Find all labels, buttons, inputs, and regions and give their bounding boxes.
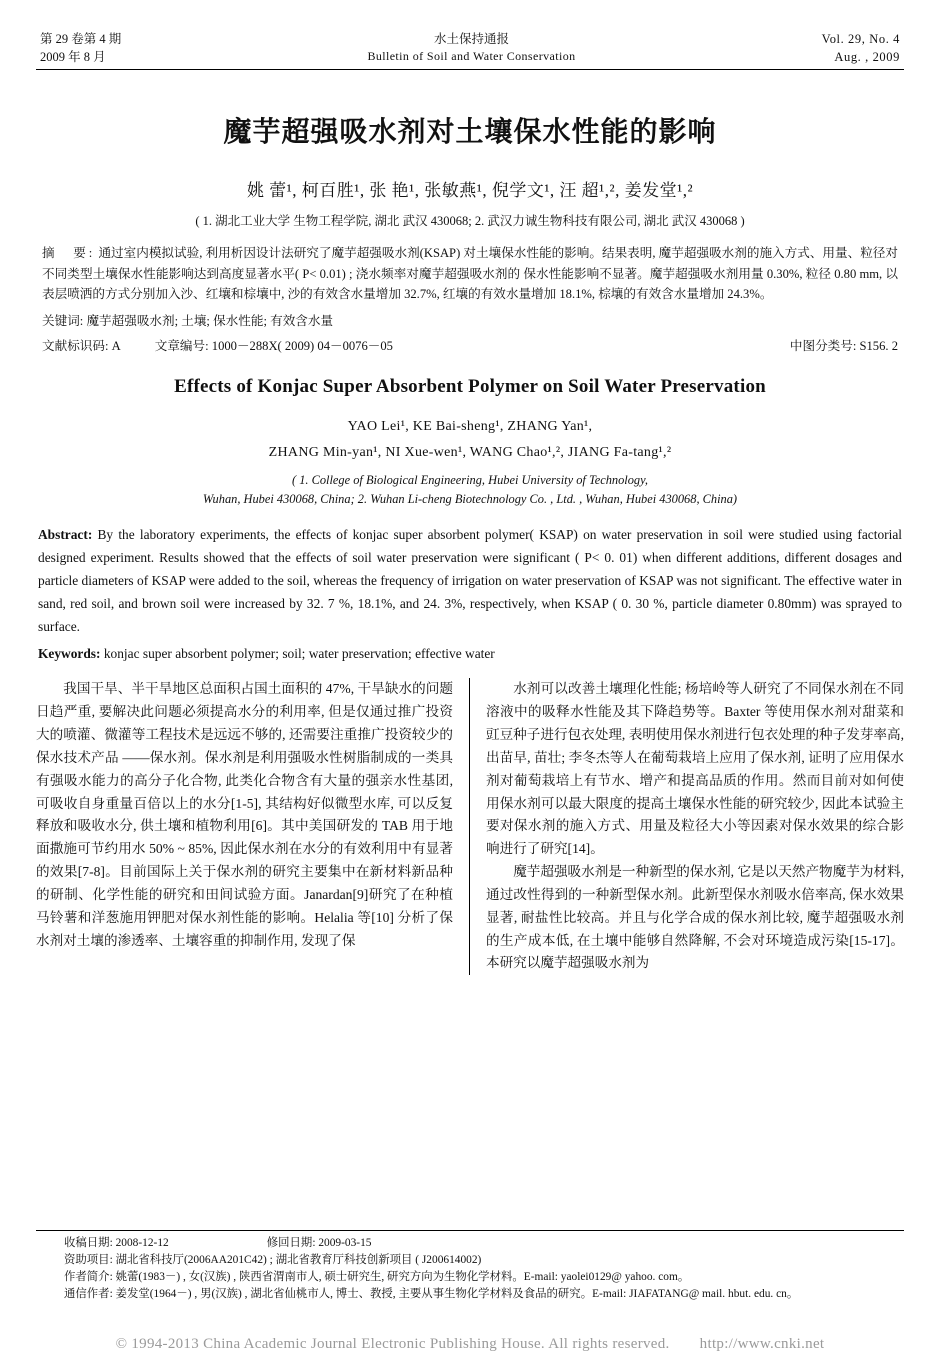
article-meta-cn	[36, 335, 904, 354]
footnote-block	[36, 1230, 904, 1303]
revised-date-value: 2009-03-15	[318, 1236, 372, 1249]
keywords-en-text: konjac super absorbent polymer; soil; water preservation; effective water	[103, 646, 495, 662]
doc-code-label: 文献标识码:	[42, 339, 109, 354]
authors-en-line2: ZHANG Min-yan¹, NI Xue-wen¹, WANG Chao¹,², JIANG Fa-tang¹,²	[268, 444, 672, 460]
corresponding-author-label: 通信作者:	[64, 1287, 113, 1300]
authors-cn: 姚 蕾¹, 柯百胜¹, 张 艳¹, 张敏燕¹, 倪学文¹, 汪 超¹,², 姜发堂¹,²	[246, 181, 694, 201]
affiliation-en	[36, 471, 904, 509]
footnote-corresponding-author	[36, 1286, 904, 1303]
copyright-text: © 1994-2013 China Academic Journal Electronic Publishing House. All rights reserved.	[115, 1336, 670, 1352]
keywords-en	[36, 646, 904, 662]
received-date-value: 2008-12-12	[115, 1236, 169, 1249]
revised-date	[267, 1235, 372, 1252]
journal-title-cn: 水土保持通报	[433, 32, 509, 46]
clc-number-value: S156. 2	[859, 339, 898, 354]
abstract-cn-label: 摘 要:	[42, 246, 96, 261]
volume-issue-en: Vol. 29, No. 4	[821, 32, 900, 46]
keywords-cn-text: 魔芋超强吸水剂; 土壤; 保水性能; 有效含水量	[86, 314, 334, 329]
copyright-url: http://www.cnki.net	[699, 1336, 825, 1352]
body-column-right	[470, 678, 904, 975]
running-head	[36, 30, 904, 70]
paragraph: 水剂可以改善土壤理化性能; 杨培岭等人研究了不同保水剂在不同溶液中的吸释水性能及其下降趋势等。Baxter 等使用保水剂对甜菜和豇豆种子进行包衣处理, 表明使用保水剂进行包衣处理的种子发芽率高, 出苗早, 苗壮; 李冬杰等人在葡萄栽培上应用了保水剂, 证明了应用保水剂对葡萄栽培上有节水、增产和提高品质的作用。然而目前对如何使用保水剂可以最大限度的提高土壤保水性能的研究较少, 因此本试验主要对保水剂的施入方式、用量及粒径大小等因素对保水效果的综合影响进行了研究[14]。	[486, 681, 905, 857]
journal-title-en: Bulletin of Soil and Water Conservation	[367, 49, 576, 64]
issue-date-en: Aug. , 2009	[834, 50, 900, 65]
author-bio-label: 作者简介:	[64, 1270, 113, 1283]
abstract-en-label: Abstract:	[38, 527, 93, 543]
footnote-funding	[36, 1252, 904, 1269]
footnote-author-bio	[36, 1269, 904, 1286]
corresponding-author-value: 姜发堂(1964－) , 男(汉族) , 湖北省仙桃市人, 博士、教授, 主要从事生物化学材料及食品的研究。E-mail: JIAFATANG@ mail. hbut. edu. cn。	[115, 1287, 799, 1300]
running-head-right	[822, 30, 900, 66]
author-bio-value: 姚蕾(1983－) , 女(汉族) , 陕西省渭南市人, 硕士研究生, 研究方向为生物化学材料。E-mail: yaolei0129@ yahoo. com。	[115, 1270, 690, 1283]
authors-en	[36, 414, 904, 464]
keywords-cn-label: 关键词:	[42, 314, 84, 329]
running-head-left	[40, 30, 121, 66]
funding-value: 湖北省科技厅(2006AA201C42) ; 湖北省教育厅科技创新项目 ( J200614002)	[115, 1253, 482, 1266]
clc-number-label: 中图分类号:	[789, 339, 857, 354]
revised-date-label: 修回日期:	[266, 1236, 316, 1249]
clc-number	[790, 335, 898, 354]
doc-code	[42, 335, 121, 354]
body-column-left	[36, 678, 470, 975]
doc-code-value: A	[111, 339, 121, 354]
issue-date-cn: 2009 年 8 月	[40, 50, 106, 65]
article-number	[155, 335, 393, 354]
copyright-watermark	[0, 1336, 940, 1353]
abstract-en	[36, 523, 904, 638]
page-title-cn: 魔芋超强吸水剂对土壤保水性能的影响	[223, 115, 717, 149]
abstract-cn-text: 通过室内模拟试验, 利用析因设计法研究了魔芋超强吸水剂(KSAP) 对土壤保水性能的影响。结果表明, 魔芋超强吸水剂的施入方式、用量、粒径对不同类型土壤保水性能影响达到高度显著水平( P< 0.01) ; 浇水频率对魔芋超强吸水剂的 保水性能影响不显著。魔芋超强吸水剂用量 0.30%, 粒径 0.80 mm, 以表层喷洒的方式分别加入沙、红壤和棕壤中, 沙的有效含水量增加 32.7%, 红壤的有效水量增加 18.1%, 棕壤的有效含水量增加 24.3%。	[42, 246, 899, 302]
paragraph: 我国干旱、半干旱地区总面积占国土面积的 47%, 干旱缺水的问题日趋严重, 要解决此问题必须提高水分的利用率, 但是仅通过推广投资大的喷灌、微灌等工程技术是远远不够的, 还需要注重推广投资较少的保水技术产品 ——保水剂。保水剂是利用强吸水性树脂制成的一类具有强吸水能力的高分子化合物, 此类化合物含有大量的强亲水性基团, 可吸收自身重量百倍以上的水分[1-5], 其结构好似微型水库, 可以反复释放和吸收水分, 供土壤和植物利用[6]。其中美国研发的 TAB 用于地面撒施可节约用水 50% ~ 85%, 因此保水剂在水分的有效利用中有显著的效果[7-8]。目前国际上关于保水剂的研究主要集中在新材料新品种的研制、化学性能的研究和田间试验方面。Janardan[9]研究了在种植马铃薯和洋葱施用钾肥对保水剂性能的影响。Helalia 等[10] 分析了保水剂对土壤的渗透率、土壤容重的抑制作用, 发现了保	[36, 681, 453, 948]
keywords-cn	[36, 310, 904, 329]
body-columns	[36, 678, 904, 975]
authors-en-line1: YAO Lei¹, KE Bai-sheng¹, ZHANG Yan¹,	[347, 419, 593, 435]
article-number-value: 1000－288X( 2009) 04－0076－05	[211, 339, 393, 354]
keywords-en-label: Keywords:	[38, 646, 101, 662]
article-number-label: 文章编号:	[154, 339, 209, 354]
abstract-en-text: By the laboratory experiments, the effects of konjac super absorbent polymer( KSAP) on water preservation in soil were studied using factorial designed experiment. Results showed that the effects of soil water preservation were significant ( P< 0. 01) when different additions, different dosages and particle diameters of KSAP were added to the soil, whereas the frequency of irrigation on water preservation of KSAP was not significant. The effective water in sand, red soil, and brown soil were increased by 32. 7 %, 18.1%, and 24. 3%, respectively, when KSAP ( 0. 30 %, particle diameter 0.80mm) was sprayed to surface.	[38, 527, 902, 635]
received-date-label: 收稿日期:	[64, 1236, 113, 1249]
page-inner	[36, 30, 904, 1341]
funding-label: 资助项目:	[64, 1253, 113, 1266]
paragraph: 魔芋超强吸水剂是一种新型的保水剂, 它是以天然产物魔芋为材料, 通过改性得到的一种新型保水剂。此新型保水剂吸水倍率高, 保水效果显著, 耐盐性比较高。并且与化学合成的保水剂比较, 魔芋超强吸水剂的生产成本低, 在土壤中能够自然降解, 不会对环境造成污染[15-17]。本研究以魔芋超强吸水剂为	[486, 864, 905, 971]
running-head-center	[367, 30, 575, 66]
affiliation-en-line2: Wuhan, Hubei 430068, China; 2. Wuhan Li-cheng Biotechnology Co. , Ltd. , Wuhan, Hubei 430068, China)	[202, 492, 738, 507]
received-date	[64, 1235, 169, 1252]
affiliation-cn: ( 1. 湖北工业大学 生物工程学院, 湖北 武汉 430068; 2. 武汉力诚生物科技有限公司, 湖北 武汉 430068 )	[195, 214, 745, 229]
abstract-cn	[36, 243, 904, 304]
volume-issue: 第 29 卷第 4 期	[40, 32, 122, 46]
page-title-en: Effects of Konjac Super Absorbent Polymer on Soil Water Preservation	[174, 376, 766, 398]
affiliation-en-line1: ( 1. College of Biological Engineering, Hubei University of Technology,	[291, 472, 649, 487]
footnote-dates	[36, 1235, 904, 1252]
